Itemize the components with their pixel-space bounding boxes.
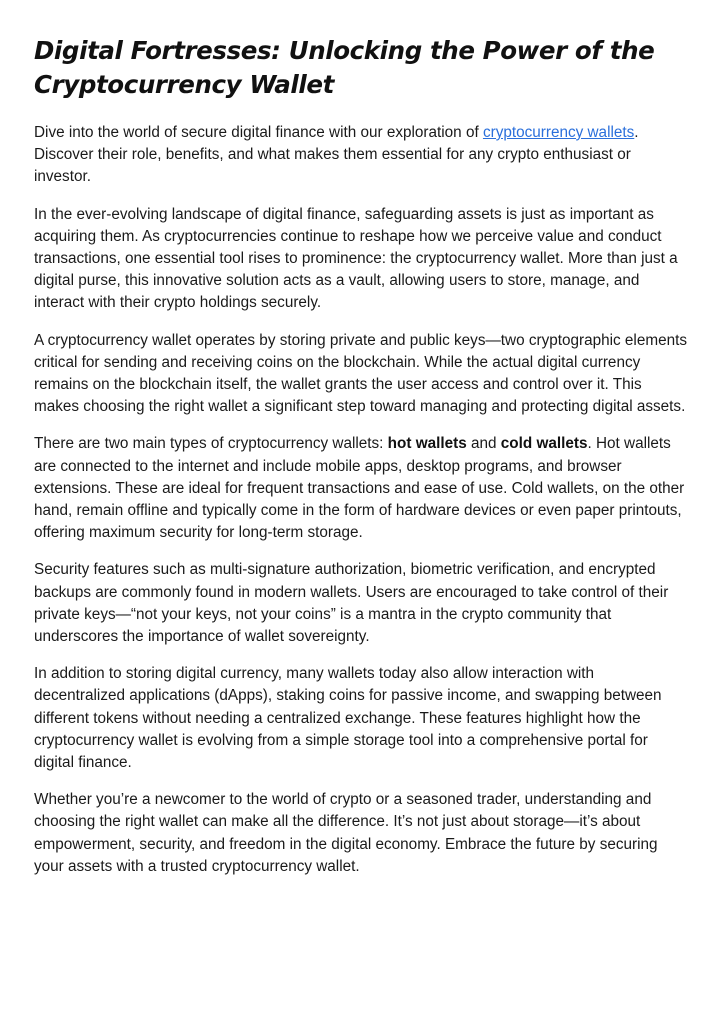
paragraph-dapps: In addition to storing digital currency, many wallets today also allow interaction with decentralized applications (dApps), staking coins for passive income, and swapping between different tokens without needing a centralized exchange. These features highlight how the cryptocurrency wallet is evolving from a simple storage tool into a comprehensive portal for digital finance. [34, 665, 662, 772]
cold-wallets-term: cold wallets [500, 435, 588, 453]
wallet-types-text-before: There are two main types of cryptocurrency wallets: [34, 435, 388, 453]
paragraph-wallet-types [34, 433, 689, 544]
intro-text-after: . Discover their role, benefits, and what makes them essential for any crypto enthusiast or investor. [34, 124, 639, 186]
paragraph-landscape: In the ever-evolving landscape of digital finance, safeguarding assets is just as important as acquiring them. As cryptocurrencies continue to reshape how we perceive value and conduct transactions, one essential tool rises to prominence: the cryptocurrency wallet. More than just a digital purse, this innovative solution acts as a vault, allowing users to store, manage, and interact with their crypto holdings securely. [34, 205, 678, 312]
article [34, 34, 689, 893]
cryptocurrency-wallets-link[interactable]: cryptocurrency wallets [482, 124, 635, 141]
paragraph-conclusion: Whether you’re a newcomer to the world of crypto or a seasoned trader, understanding and choosing the right wallet can make all the difference. It’s not just about storage—it’s about empowerment, security, and freedom in the digital economy. Embrace the future by securing your assets with a trusted cryptocurrency wallet. [34, 791, 658, 875]
wallet-types-text-middle: and [466, 435, 501, 453]
wallet-types-text-after: . Hot wallets are connected to the internet and include mobile apps, desktop programs, and browser extensions. These are ideal for frequent transactions and ease of use. Cold wallets, on the other hand, remain offline and typically come in the form of hardware devices or even paper printouts, offering maximum security for long-term storage. [34, 435, 685, 542]
intro-paragraph [34, 122, 689, 189]
paragraph-security: Security features such as multi-signature authorization, biometric verification, and encrypted backups are commonly found in modern wallets. Users are encouraged to take control of their private keys—“not your keys, not your coins” is a mantra in the crypto community that underscores the importance of wallet sovereignty. [34, 561, 669, 646]
article-title: Digital Fortresses: Unlocking the Power of the Cryptocurrency Wallet [34, 36, 655, 99]
intro-text-before: Dive into the world of secure digital finance with our exploration of [34, 124, 483, 141]
paragraph-keys: A cryptocurrency wallet operates by storing private and public keys—two cryptographic elements critical for sending and receiving coins on the blockchain. While the actual digital currency remains on the blockchain itself, the wallet grants the user access and control over it. This makes choosing the right wallet a significant step toward managing and protecting digital assets. [34, 331, 687, 416]
hot-wallets-term: hot wallets [387, 435, 467, 453]
